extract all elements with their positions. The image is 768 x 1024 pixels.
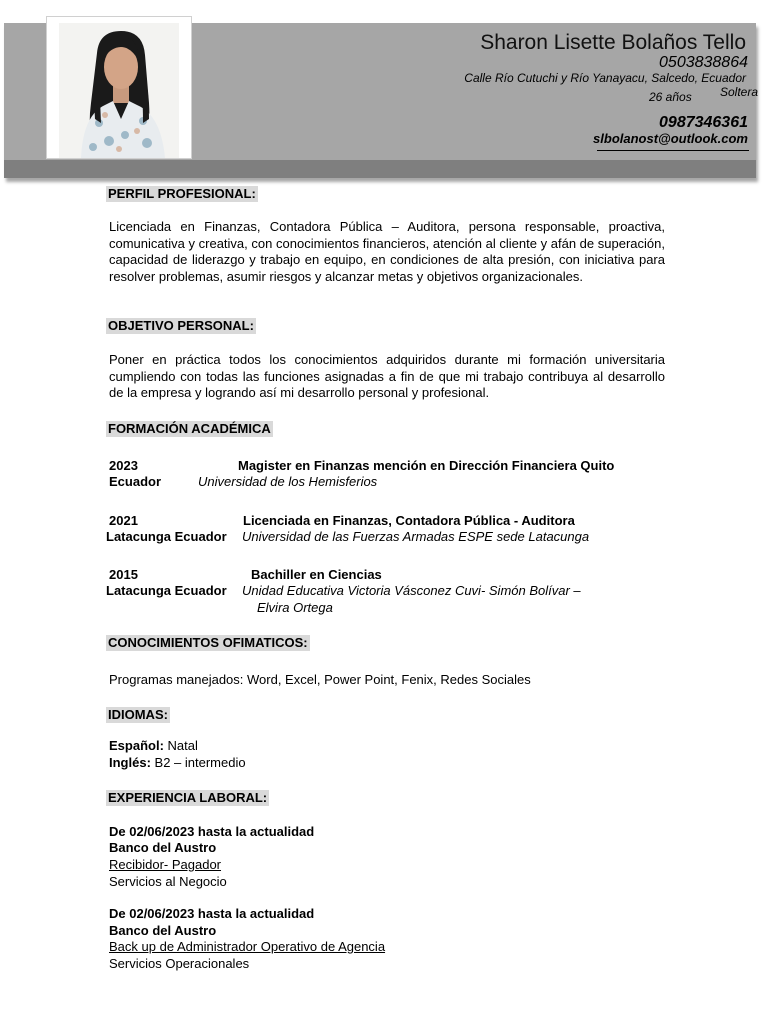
experience-period: De 02/06/2023 hasta la actualidad bbox=[109, 906, 315, 921]
experience-company: Banco del Austro bbox=[109, 840, 217, 855]
language-level: B2 – intermedio bbox=[154, 755, 246, 770]
objective-text: Poner en práctica todos los conocimientos adquiridos durante mi formación universitaria cumpliendo con todas las funciones asignadas a fin de que mi trabajo contribuya al desarrollo de la empresa y logrando así mi desarrollo personal y profesional. bbox=[109, 352, 665, 400]
education-year: 2021 bbox=[109, 513, 138, 528]
email-address[interactable]: slbolanost@outlook.com bbox=[593, 131, 748, 146]
experience-company: Banco del Austro bbox=[109, 923, 217, 938]
language-label: Español: bbox=[109, 738, 164, 753]
language-item bbox=[109, 755, 246, 771]
email-underline bbox=[597, 150, 749, 151]
profile-photo bbox=[59, 23, 179, 158]
education-degree: Bachiller en Ciencias bbox=[251, 567, 382, 582]
education-year: 2015 bbox=[109, 567, 138, 582]
language-label: Inglés: bbox=[109, 755, 151, 770]
id-number: 0503838864 bbox=[659, 54, 748, 71]
education-location: Latacunga Ecuador bbox=[106, 529, 227, 544]
experience-role: Recibidor- Pagador bbox=[109, 857, 222, 872]
profile-text: Licenciada en Finanzas, Contadora Pública – Auditora, persona responsable, proactiva, comunicativa y creativa, con conocimientos financieros, atención al cliente y afán de superación, capacidad de liderazgo y trabajo en equipo, en condiciones de alta presión, con iniciativa para resolver problemas, asumir riesgos y alcanzar metas y objetivos organizacionales. bbox=[109, 219, 665, 284]
education-location: Latacunga Ecuador bbox=[106, 583, 227, 598]
profile-photo-frame bbox=[46, 16, 192, 159]
marital-status: Soltera bbox=[719, 85, 758, 99]
section-title-objective: OBJETIVO PERSONAL: bbox=[108, 318, 254, 333]
language-level: Natal bbox=[167, 738, 198, 753]
phone-number: 0987346361 bbox=[659, 114, 748, 131]
experience-area: Servicios al Negocio bbox=[109, 874, 227, 889]
address: Calle Río Cutuchi y Río Yanayacu, Salcedo, Ecuador bbox=[464, 71, 746, 85]
education-institution-cont: Elvira Ortega bbox=[257, 600, 333, 615]
candidate-name: Sharon Lisette Bolaños Tello bbox=[480, 31, 746, 54]
experience-role: Back up de Administrador Operativo de Agencia bbox=[109, 939, 386, 954]
education-degree: Licenciada en Finanzas, Contadora Pública - Auditora bbox=[243, 513, 575, 528]
section-title-profile: PERFIL PROFESIONAL: bbox=[108, 186, 256, 201]
experience-period: De 02/06/2023 hasta la actualidad bbox=[109, 824, 315, 839]
education-degree: Magister en Finanzas mención en Dirección Financiera Quito bbox=[238, 458, 615, 473]
section-title-education: FORMACIÓN ACADÉMICA bbox=[108, 421, 271, 436]
education-year: 2023 bbox=[109, 458, 138, 473]
office-skills-text: Programas manejados: Word, Excel, Power Point, Fenix, Redes Sociales bbox=[109, 672, 531, 687]
language-item bbox=[109, 738, 198, 754]
education-institution: Universidad de los Hemisferios bbox=[198, 474, 378, 489]
education-institution: Unidad Educativa Victoria Vásconez Cuvi- Simón Bolívar – bbox=[242, 583, 581, 598]
education-institution: Universidad de las Fuerzas Armadas ESPE sede Latacunga bbox=[242, 529, 590, 544]
header-bottom-stripe bbox=[4, 160, 756, 178]
section-title-experience: EXPERIENCIA LABORAL: bbox=[108, 790, 268, 805]
education-location: Ecuador bbox=[109, 474, 162, 489]
section-title-office-skills: CONOCIMIENTOS OFIMATICOS: bbox=[108, 635, 308, 650]
age: 26 años bbox=[649, 90, 692, 104]
section-title-languages: IDIOMAS: bbox=[108, 707, 168, 722]
experience-area: Servicios Operacionales bbox=[109, 956, 250, 971]
